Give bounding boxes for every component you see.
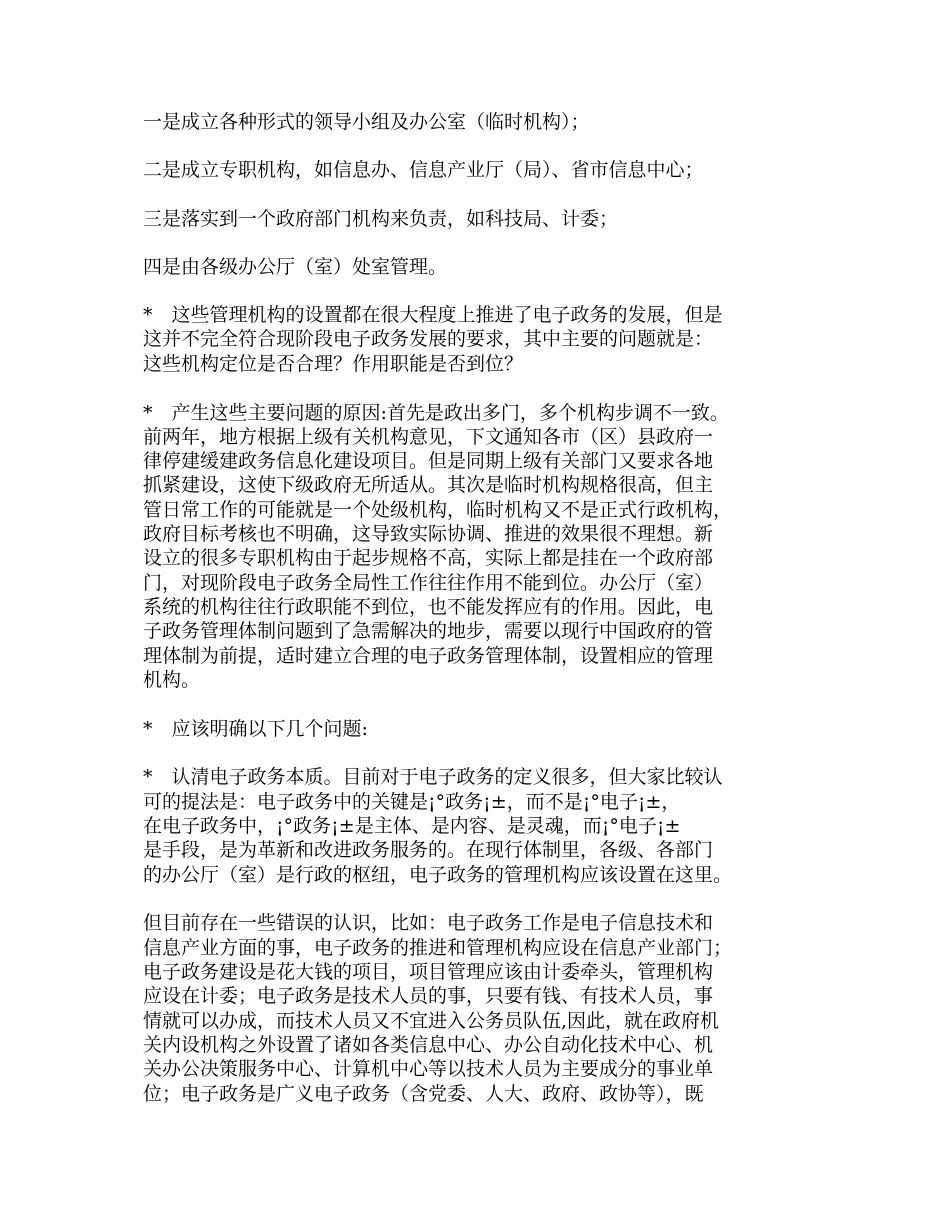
bullet-paragraph-1: [143, 303, 833, 376]
list-item-4: [143, 255, 833, 279]
list-item-2: [143, 158, 833, 182]
bullet-paragraph-4: [143, 765, 833, 886]
text-line: 的办公厅（室）是行政的枢纽，电子政务的管理机构应该设置在这里。: [143, 863, 733, 886]
text-line: 前两年，地方根据上级有关机构意见，下文通知各市（区）县政府一: [143, 425, 714, 448]
text-line: 理体制为前提，适时建立合理的电子政务管理体制，设置相应的管理: [143, 644, 714, 667]
text-line: 应设在计委；电子政务是技术人员的事，只要有钱、有技术人员，事: [143, 985, 714, 1008]
text-line: 情就可以办成，而技术人员又不宜进入公务员队伍,因此，就在政府机: [143, 1009, 720, 1032]
text-line: 三是落实到一个政府部门机构来负责，如科技局、计委；: [143, 207, 619, 230]
text-line: 机构。: [143, 668, 201, 691]
list-item-3: [143, 207, 833, 231]
bullet-paragraph-2: [143, 401, 833, 693]
list-item-1: [143, 110, 833, 134]
text-line: 抓紧建设，这使下级政府无所适从。其次是临时机构规格很高，但主: [143, 474, 714, 497]
text-line: 门，对现阶段电子政务全局性工作往往作用不能到位。办公厅（室）: [143, 571, 714, 594]
text-line: 一是成立各种形式的领导小组及办公室（临时机构）；: [143, 111, 590, 133]
text-line: 关内设机构之外设置了诸如各类信息中心、办公自动化技术中心、机: [143, 1033, 714, 1056]
text-line: 位；电子政务是广义电子政务（含党委、人大、政府、政协等），既: [143, 1082, 704, 1105]
body-paragraph: [143, 911, 833, 1105]
bullet-paragraph-3: [143, 717, 833, 741]
text-line: 但目前存在一些错误的认识，比如：电子政务工作是电子信息技术和: [143, 912, 714, 935]
text-line: 在电子政务中，¡°政务¡±是主体、是内容、是灵魂，而¡°电子¡±: [143, 815, 681, 838]
text-line: 关办公决策服务中心、计算机中心等以技术人员为主要成分的事业单: [143, 1058, 714, 1081]
text-line: * 这些管理机构的设置都在很大程度上推进了电子政务的发展，但是: [143, 304, 723, 327]
text-line: * 产生这些主要问题的原因:首先是政出多门，多个机构步调不一致。: [143, 401, 729, 424]
text-line: 四是由各级办公厅（室）处室管理。: [143, 255, 448, 278]
text-line: 设立的很多专职机构由于起步规格不高，实际上都是挂在一个政府部: [143, 547, 714, 570]
text-line: * 应该明确以下几个问题:: [143, 717, 368, 740]
text-line: 这些机构定位是否合理？作用职能是否到位？: [143, 352, 524, 375]
text-line: 是手段，是为革新和改进政务服务的。在现行体制里，各级、各部门: [143, 839, 714, 862]
text-line: 律停建缓建政务信息化建设项目。但是同期上级有关部门又要求各地: [143, 450, 714, 473]
document-body: [143, 110, 833, 1106]
text-line: 政府目标考核也不明确，这导致实际协调、推进的效果很不理想。新: [143, 523, 714, 546]
text-line: 这并不完全符合现阶段电子政务发展的要求，其中主要的问题就是：: [143, 328, 714, 351]
text-line: 系统的机构往往行政职能不到位，也不能发挥应有的作用。因此，电: [143, 595, 714, 618]
text-line: 二是成立专职机构，如信息办、信息产业厅（局）、省市信息中心；: [143, 159, 704, 182]
text-line: 电子政务建设是花大钱的项目，项目管理应该由计委牵头，管理机构: [143, 961, 714, 984]
text-line: 信息产业方面的事，电子政务的推进和管理机构应设在信息产业部门；: [143, 936, 733, 959]
text-line: * 认清电子政务本质。目前对于电子政务的定义很多，但大家比较认: [143, 766, 723, 789]
text-line: 子政务管理体制问题到了急需解决的地步，需要以现行中国政府的管: [143, 620, 714, 643]
text-line: 管日常工作的可能就是一个处级机构，临时机构又不是正式行政机构，: [143, 498, 733, 521]
text-line: 可的提法是：电子政务中的关键是¡°政务¡±，而不是¡°电子¡±，: [143, 790, 681, 813]
